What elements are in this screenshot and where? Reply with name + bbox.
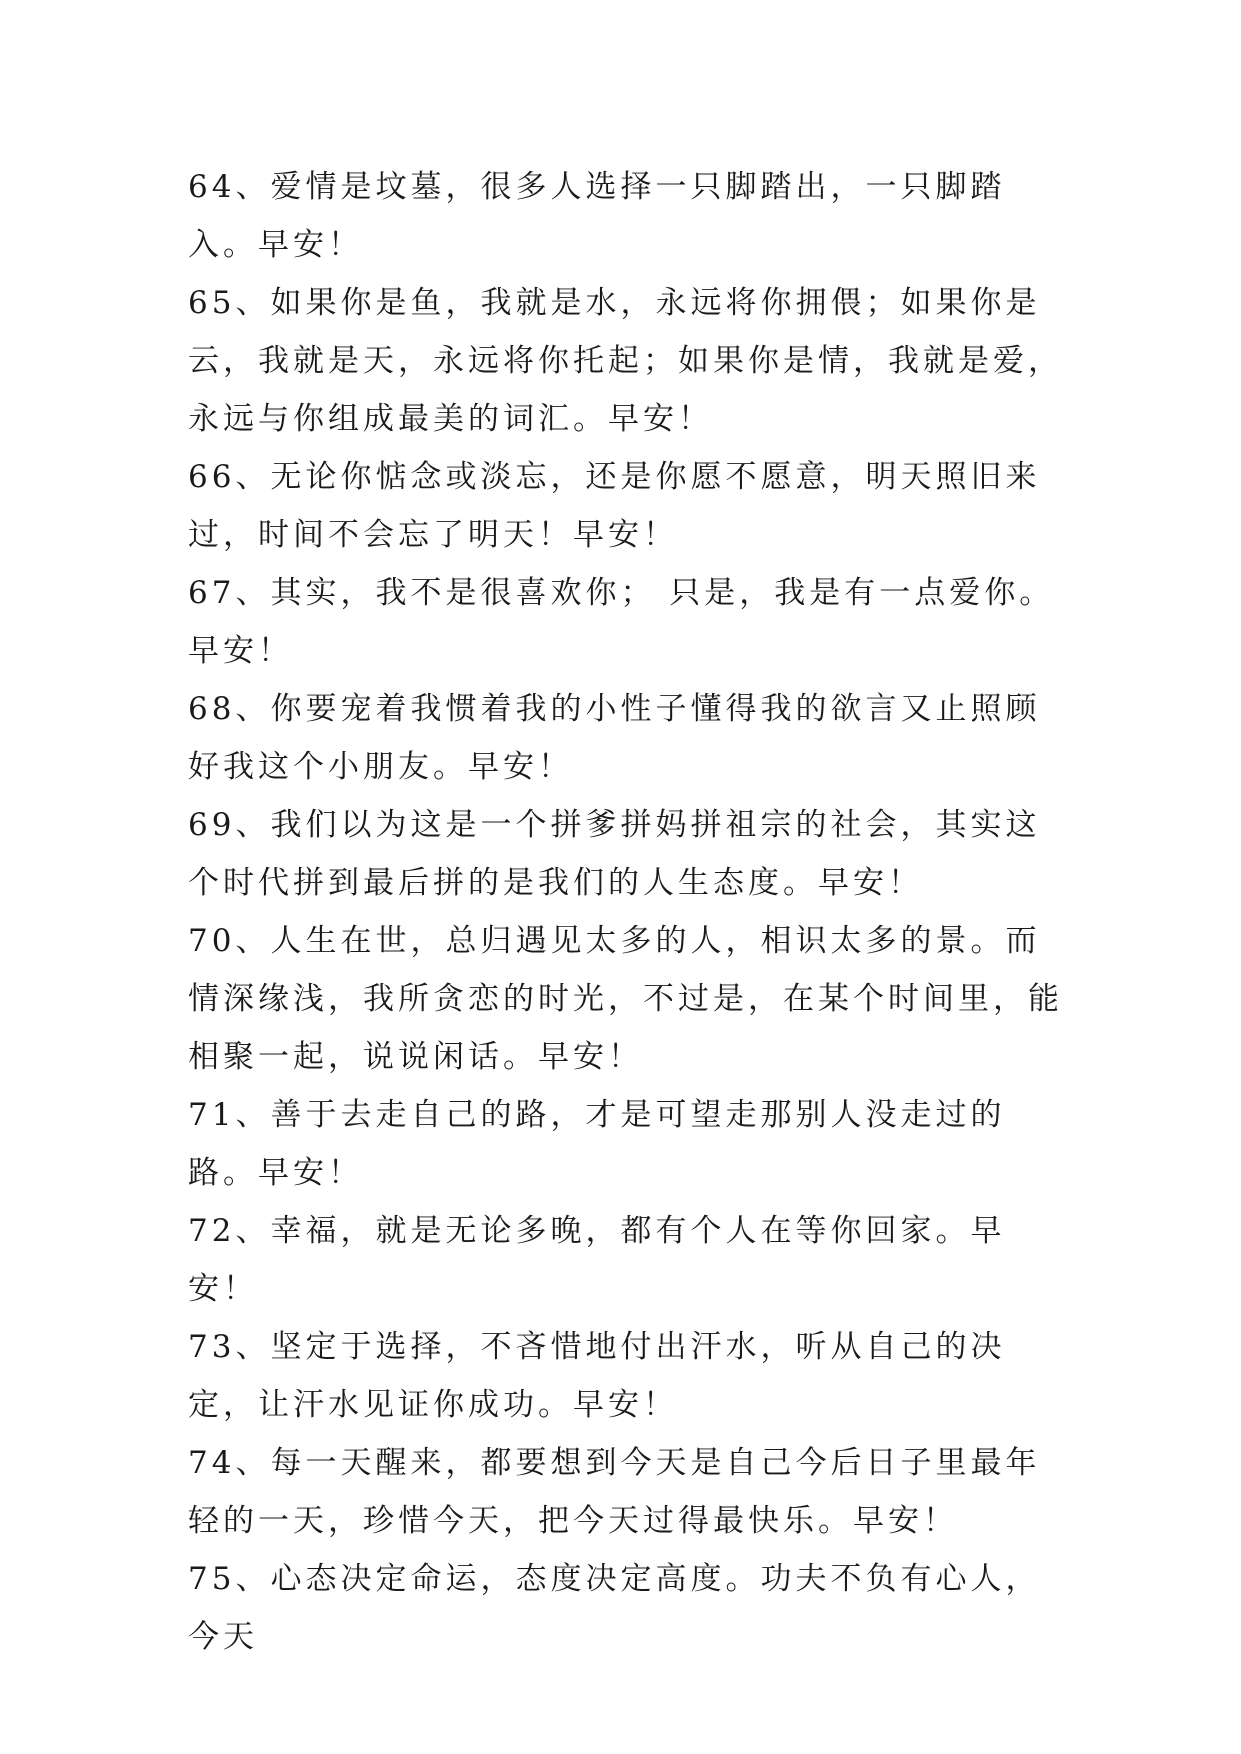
quote-entry-73: 73、坚定于选择，不吝惜地付出汗水，听从自己的决定，让汗水见证你成功。早安！	[188, 1329, 1006, 1423]
quote-entry-70: 70、人生在世，总归遇见太多的人，相识太多的景。而情深缘浅，我所贪恋的时光，不过是，在某个时间里，能相聚一起，说说闲话。早安！	[188, 923, 1063, 1075]
document-body	[188, 158, 1068, 1666]
quote-entry-65: 65、如果你是鱼，我就是水，永远将你拥偎；如果你是云，我就是天，永远将你托起；如果你是情，我就是爱，永远与你组成最美的词汇。早安！	[188, 285, 1063, 437]
quote-entry-75: 75、心态决定命运，态度决定高度。功夫不负有心人，今天	[188, 1561, 1041, 1655]
quote-entry-64: 64、爱情是坟墓，很多人选择一只脚踏出，一只脚踏入。早安！	[188, 169, 1006, 263]
quote-entry-68: 68、你要宠着我惯着我的小性子懂得我的欲言又止照顾好我这个小朋友。早安！	[188, 691, 1041, 785]
quote-entry-67: 67、其实，我不是很喜欢你； 只是，我是有一点爱你。早安！	[188, 575, 1055, 669]
quote-entry-72: 72、幸福，就是无论多晚，都有个人在等你回家。早安！	[188, 1213, 1006, 1307]
quote-entry-66: 66、无论你惦念或淡忘，还是你愿不愿意，明天照旧来过，时间不会忘了明天！早安！	[188, 459, 1041, 553]
quote-entry-69: 69、我们以为这是一个拼爹拼妈拼祖宗的社会，其实这个时代拼到最后拼的是我们的人生态度。早安！	[188, 807, 1041, 901]
quote-entry-74: 74、每一天醒来，都要想到今天是自己今后日子里最年轻的一天，珍惜今天，把今天过得最快乐。早安！	[188, 1445, 1041, 1539]
quote-entry-71: 71、善于去走自己的路，才是可望走那别人没走过的路。早安！	[188, 1097, 1006, 1191]
